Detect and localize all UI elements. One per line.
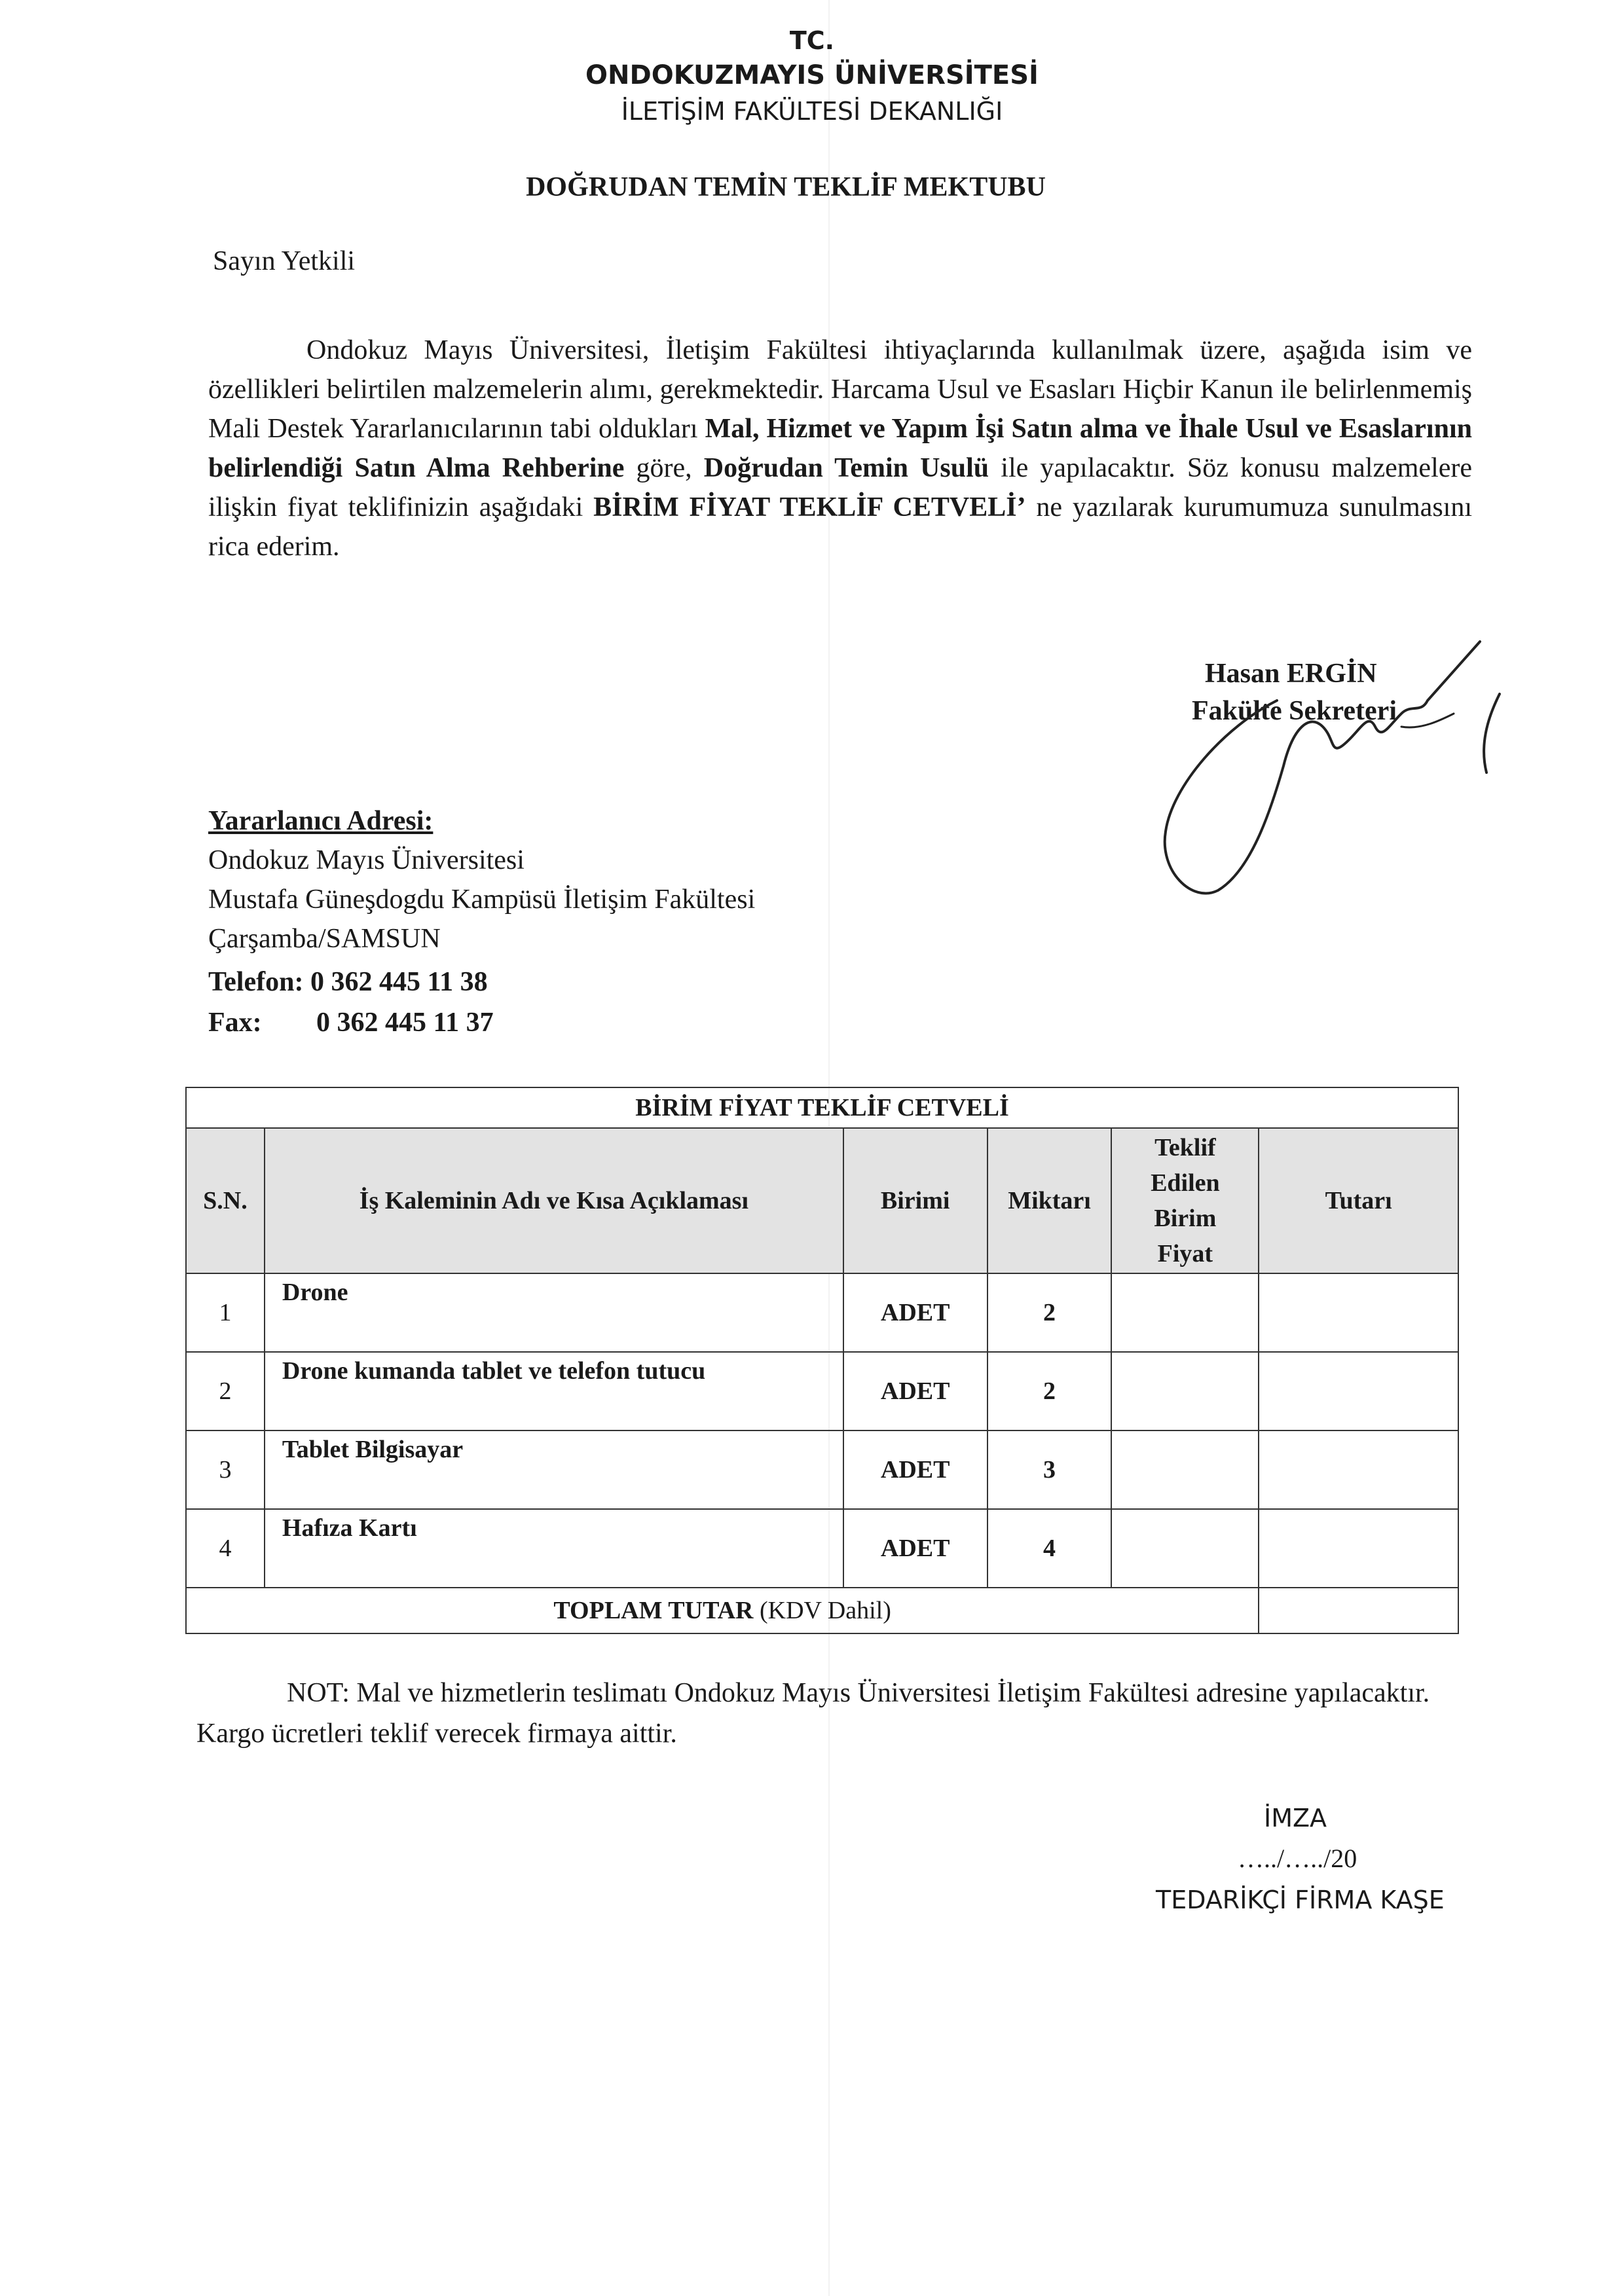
header-qty: Miktarı <box>987 1128 1112 1273</box>
row-qty: 2 <box>987 1273 1112 1352</box>
fax-number: 0 362 445 11 37 <box>316 1008 494 1038</box>
handwritten-signature <box>1113 615 1559 943</box>
delivery-note-text: NOT: Mal ve hizmetlerin teslimatı Ondokuz Mayıs Üniversitesi İletişim Fakültesi adresine yapılacaktır. Kargo ücretleri teklif verecek firmaya aittir. <box>196 1678 1430 1749</box>
header-unit: Birimi <box>843 1128 987 1273</box>
row-unit-price-cell[interactable] <box>1111 1509 1259 1588</box>
row-unit: ADET <box>843 1430 987 1509</box>
address-heading: Yararlanıcı Adresi: <box>208 806 434 836</box>
row-unit-price-cell[interactable] <box>1111 1430 1259 1509</box>
row-unit-price-cell[interactable] <box>1111 1273 1259 1352</box>
table-caption: BİRİM FİYAT TEKLİF CETVELİ <box>186 1087 1458 1128</box>
row-item: Tablet Bilgisayar <box>265 1430 843 1509</box>
row-qty: 4 <box>987 1509 1112 1588</box>
body-bold-2: Doğrudan Temin Usulü <box>703 453 989 483</box>
delivery-note <box>196 1673 1467 1754</box>
signatory-title: Fakülte Sekreteri <box>1192 696 1397 726</box>
table-row <box>186 1352 1458 1430</box>
row-sn: 4 <box>186 1509 265 1588</box>
table-row <box>186 1430 1458 1509</box>
header-university: ONDOKUZMAYIS ÜNİVERSİTESİ <box>585 60 1039 90</box>
table-row <box>186 1509 1458 1588</box>
header-total: Tutarı <box>1259 1128 1458 1273</box>
row-sn: 1 <box>186 1273 265 1352</box>
body-text-2: göre, <box>624 453 704 483</box>
address-line-3: Çarşamba/SAMSUN <box>208 924 441 954</box>
row-total-cell[interactable] <box>1259 1352 1458 1430</box>
row-unit: ADET <box>843 1273 987 1352</box>
row-item: Hafıza Kartı <box>265 1509 843 1588</box>
header-unit-price-l2: Edilen <box>1151 1169 1220 1197</box>
address-line-1: Ondokuz Mayıs Üniversitesi <box>208 845 525 875</box>
body-text-3: ile yapılacaktır. Söz konusu malzemelere ilişkin fiyat teklifinizin aşağıdaki <box>208 453 1473 522</box>
body-text-1: Ondokuz Mayıs Üniversitesi, İletişim Fakültesi ihtiyaçlarında kullanılmak üzere, aşağıda isim ve özellikleri belirtilen malzemelerin alımı, gerekmektedir. Harcama Usul ve Esasları Hiçbir Kanun ile belirlenmemiş Mali Destek Yararlanıcılarının tabi oldukları <box>208 335 1472 444</box>
signature-label: İMZA <box>1264 1804 1327 1832</box>
salutation: Sayın Yetkili <box>213 246 356 276</box>
date-field: …../…../20 <box>1238 1844 1357 1873</box>
total-label <box>186 1588 1259 1633</box>
row-qty: 3 <box>987 1430 1112 1509</box>
supplier-stamp-label: TEDARİKÇİ FİRMA KAŞE <box>1156 1886 1445 1914</box>
row-item: Drone <box>265 1273 843 1352</box>
row-total-cell[interactable] <box>1259 1509 1458 1588</box>
row-unit-price-cell[interactable] <box>1111 1352 1259 1430</box>
header-unit-price-l4: Fiyat <box>1157 1240 1213 1267</box>
address-phone: Telefon: 0 362 445 11 38 <box>208 967 488 997</box>
row-qty: 2 <box>987 1352 1112 1430</box>
header-unit-price-l1: Teklif <box>1154 1134 1216 1161</box>
body-paragraph <box>208 331 1472 566</box>
header-unit-price <box>1111 1128 1259 1273</box>
document-title: DOĞRUDAN TEMİN TEKLİF MEKTUBU <box>526 172 1046 202</box>
row-total-cell[interactable] <box>1259 1430 1458 1509</box>
row-unit: ADET <box>843 1352 987 1430</box>
fax-label: Fax: <box>208 1008 262 1038</box>
price-table <box>185 1087 1459 1634</box>
total-label-rest: (KDV Dahil) <box>753 1597 891 1624</box>
row-total-cell[interactable] <box>1259 1273 1458 1352</box>
row-sn: 2 <box>186 1352 265 1430</box>
header-tc: TC. <box>789 26 835 55</box>
signatory-name: Hasan ERGİN <box>1205 659 1377 689</box>
body-bold-3: BİRİM FİYAT TEKLİF CETVELİ’ <box>593 492 1026 522</box>
grand-total-cell[interactable] <box>1259 1588 1458 1633</box>
row-sn: 3 <box>186 1430 265 1509</box>
row-item: Drone kumanda tablet ve telefon tutucu <box>265 1352 843 1430</box>
header-sn: S.N. <box>186 1128 265 1273</box>
address-fax <box>208 1007 494 1038</box>
table-row <box>186 1273 1458 1352</box>
body-bold-1: Mal, Hizmet ve Yapım İşi Satın alma ve İhale Usul ve Esaslarının belirlendiği Satın Alma Rehberine <box>208 414 1472 483</box>
total-row <box>186 1588 1458 1633</box>
total-label-bold: TOPLAM TUTAR <box>553 1597 754 1624</box>
body-text-4: ne yazılarak kurumumuza sunulmasını rica ederim. <box>208 492 1473 562</box>
header-unit-price-l3: Birim <box>1154 1205 1217 1232</box>
row-unit: ADET <box>843 1509 987 1588</box>
header-item: İş Kaleminin Adı ve Kısa Açıklaması <box>265 1128 843 1273</box>
header-faculty: İLETİŞİM FAKÜLTESİ DEKANLIĞI <box>621 97 1003 126</box>
address-line-2: Mustafa Güneşdogdu Kampüsü İletişim Fakültesi <box>208 884 756 915</box>
